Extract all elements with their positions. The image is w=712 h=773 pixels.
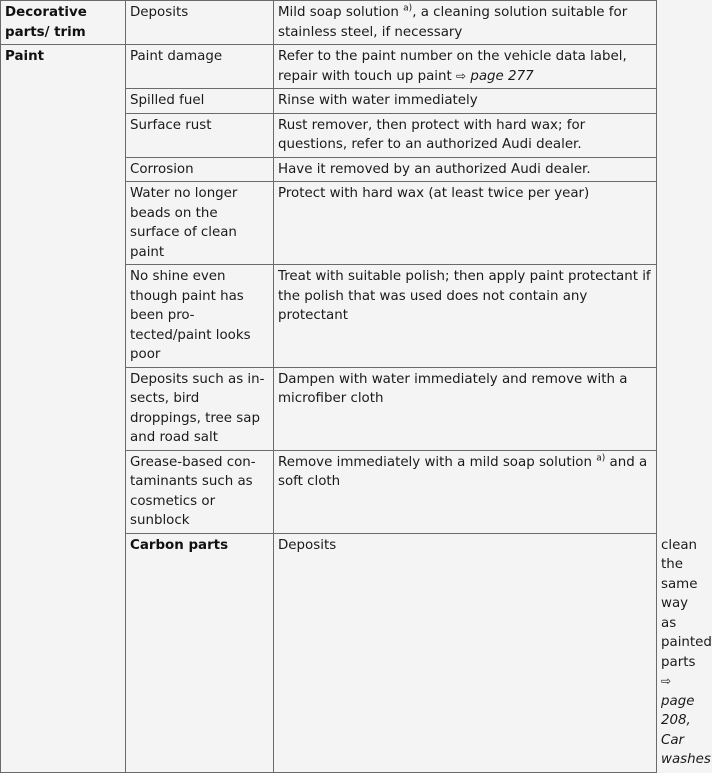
- solution-text: clean the same way as painted parts: [661, 537, 712, 670]
- soiling-cell: Surface rust: [126, 113, 274, 157]
- solution-cell: Treat with suitable polish; then apply paint protectant if the polish that was used does not contain any protectant: [274, 265, 657, 368]
- soiling-cell: Paint damage: [126, 45, 274, 89]
- soiling-cell: Spilled fuel: [126, 89, 274, 114]
- category-cell: Paint: [1, 45, 126, 773]
- solution-cell: [274, 450, 657, 533]
- soiling-cell: Deposits such as insects, bird droppings, tree sap and road salt: [126, 367, 274, 450]
- solution-text: Refer to the paint number on the vehicle data label, repair with touch up paint: [278, 49, 627, 84]
- solution-cell: [274, 1, 657, 45]
- soiling-cell: Grease-based contaminants such as cosmetics or sunblock: [126, 450, 274, 533]
- table-row: [1, 45, 657, 89]
- solution-cell: Rust remover, then protect with hard wax; for questions, refer to an authorized Audi dealer.: [274, 113, 657, 157]
- soiling-cell: Deposits: [274, 533, 657, 772]
- solution-text: and a soft cloth: [278, 454, 648, 489]
- table-row: [1, 1, 657, 45]
- footnote-marker: a): [403, 3, 413, 14]
- soiling-cell: Water no longer beads on the surface of clean paint: [126, 182, 274, 265]
- solution-cell: Have it removed by an authorized Audi dealer.: [274, 157, 657, 182]
- solution-cell: Dampen with water immediately and remove with a microfiber cloth: [274, 367, 657, 450]
- page-arrow-icon: ⇨: [661, 674, 672, 688]
- footnote-marker: a): [596, 453, 606, 464]
- solution-cell: [274, 45, 657, 89]
- soiling-cell: Corrosion: [126, 157, 274, 182]
- solution-cell: Protect with hard wax (at least twice per year): [274, 182, 657, 265]
- soiling-cell: Deposits: [126, 1, 274, 45]
- page-arrow-icon: ⇨: [456, 68, 467, 83]
- solution-text: , a cleaning solution suitable for stainless steel, if necessary: [278, 5, 628, 40]
- page-reference-link[interactable]: page 208, Car washes: [661, 693, 711, 767]
- category-cell: Carbon parts: [126, 533, 274, 772]
- soiling-cell: No shine even though paint has been protected/paint looks poor: [126, 265, 274, 368]
- solution-text: Remove immediately with a mild soap solution: [278, 454, 597, 470]
- category-cell: Decorative parts/ trim: [1, 1, 126, 45]
- solution-cell: Rinse with water immediately: [274, 89, 657, 114]
- page-reference-link[interactable]: page 277: [470, 68, 534, 84]
- solution-text: Mild soap solution: [278, 5, 404, 20]
